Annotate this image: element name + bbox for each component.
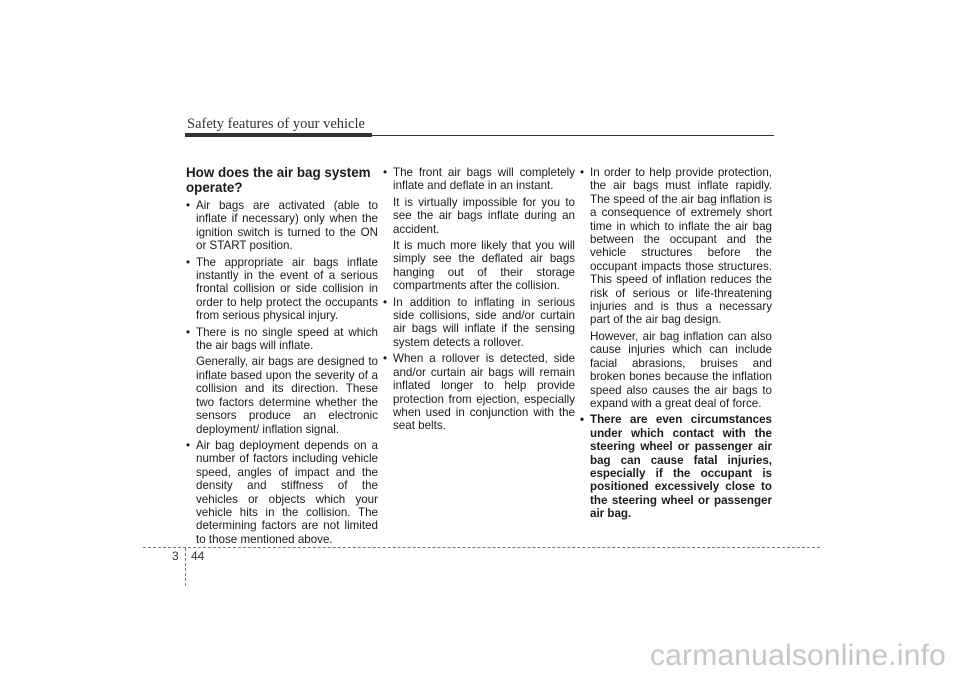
bullet-icon: • (580, 166, 585, 179)
header-rule (185, 135, 774, 136)
bullet-icon: • (186, 438, 191, 452)
bullet-text: There is no single speed at which the air bags will inflate. (196, 325, 378, 353)
bullet-item (580, 166, 772, 327)
warning-bullet-item (580, 413, 772, 520)
bullet-text: In order to help provide protection, the air bags must inflate rapidly. The speed of the air bag inflation is a consequence of extremely short time in which to inflate the air bag between the occupant and the vehicle structures before the occupant impacts those structures. This speed of inflation reduces the risk of serious or life-threatening injuries and is thus a necessary part of the air bag design. (590, 166, 772, 327)
watermark-text: carmanualsonline.info (649, 639, 946, 672)
bullet-icon: • (186, 255, 191, 269)
chapter-number: 3 (172, 549, 179, 563)
bullet-item (186, 256, 378, 323)
bullet-text: The front air bags will completely inflate and deflate in an instant. (393, 166, 575, 193)
bullet-text: Air bag deployment depends on a number of factors including vehicle speed, angles of impact and the density and stiffness of the vehicles or objects which your vehicle hits in the collision. The determining factors are not limited to those mentioned above. (196, 438, 378, 546)
bullet-item (186, 326, 378, 353)
text-column-3 (580, 166, 772, 524)
bullet-text: When a rollover is detected, side and/or curtain air bags will remain inflated longer to help provide protection from ejection, especially when used in conjunction with the seat belts. (393, 352, 575, 433)
footer-rule (143, 547, 820, 548)
bullet-icon: • (186, 199, 191, 212)
bullet-text: There are even circumstances under which contact with the steering wheel or passenger air bag can cause fatal injuries, especially if the occupant is positioned excessively close to the steering wheel or passenger air bag. (590, 413, 772, 521)
text-column-2 (383, 166, 575, 436)
text-column-1 (186, 166, 378, 549)
bullet-item (186, 439, 378, 546)
footer-divider (185, 548, 186, 586)
bullet-icon: • (383, 352, 388, 366)
bullet-text: The appropriate air bags inflate instantly in the event of a serious frontal collision or side collision in order to help protect the occupants from serious physical injury. (196, 255, 378, 323)
bullet-icon: • (383, 295, 388, 309)
bullet-item (383, 166, 575, 193)
bullet-text: In addition to inflating in serious side collisions, side and/or curtain air bags will inflate if the sensing system detects a rollover. (393, 295, 575, 349)
paragraph: It is virtually impossible for you to see the air bags inflate during an accident. (393, 195, 575, 236)
bullet-item (186, 199, 378, 253)
paragraph: However, air bag inflation can also cause injuries which can include facial abrasions, bruises and broken bones because the inflation speed also causes the air bags to expand with a great deal of force. (590, 329, 772, 410)
bullet-icon: • (383, 166, 388, 179)
bullet-icon: • (186, 325, 191, 339)
paragraph: Generally, air bags are designed to inflate based upon the severity of a collision and its direction. These two factors determine whether the sensors produce an electronic deployment/ inflation signal. (196, 355, 378, 436)
bullet-icon: • (580, 413, 585, 427)
page-header-title: Safety features of your vehicle (187, 116, 365, 132)
bullet-text: Air bags are activated (able to inflate if necessary) only when the ignition switch is turned to the ON or START position. (196, 199, 378, 253)
page-number: 44 (191, 549, 205, 563)
bullet-item (383, 296, 575, 350)
paragraph: It is much more likely that you will simply see the deflated air bags hanging out of their storage compartments after the collision. (393, 239, 575, 293)
bullet-item (383, 352, 575, 432)
section-title: How does the air bag system operate? (186, 165, 371, 195)
